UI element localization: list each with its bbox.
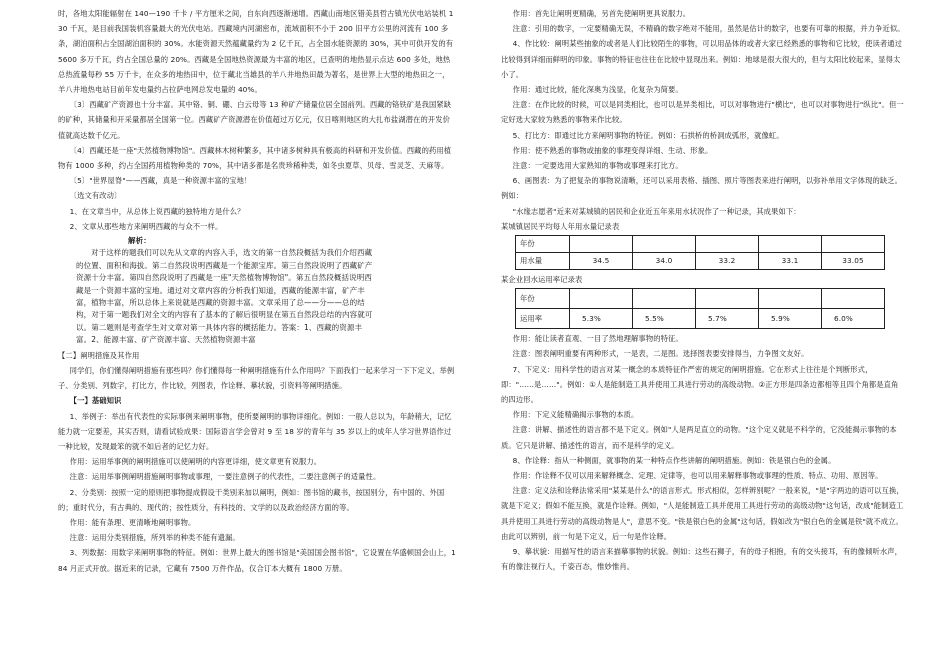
- table2-header-value: 运用率: [516, 309, 570, 329]
- table2-row-header: [516, 289, 885, 309]
- table2-cell: 6.0%: [822, 309, 885, 329]
- right-paragraphs-2: [501, 331, 905, 574]
- paragraph: 注意：在作比较的时候，可以是同类相比，也可以是异类相比，可以对事物进行"横比"，也可以对事物进行"纵比"。但一定好选大家较为熟悉的事物来作比较。: [501, 100, 904, 125]
- table1-cell: 34.0: [633, 253, 696, 270]
- left-paragraphs: [58, 6, 456, 234]
- table2-caption: 某企业回水运用率记录表: [501, 275, 583, 285]
- left-column: [58, 6, 456, 576]
- paragraph: 注意：运用分类别措施，所列举的种类不能有遗漏。: [69, 533, 240, 543]
- paragraph: 时，各地太阳能辐射在 140—190 千卡 / 平方厘米之间，自东向西逐渐递增。西藏山南地区错美县哲古镇光伏电站装机 130 千瓦，是目前我国装机容量最大的光伏电站。西藏境内河湖密布，流域面积不小于 200 旧平方公里的河流有 100 多条，湖泊面积占全国湖泊面积的 30%。水能资源天然蕴藏量约为 2 亿千瓦，占全国水能资源的 30%，其中可供开发的有 5600 多万千瓦，约占全国总量的 20%。西藏是全国地热资源最为丰富的地区，已查明的地热显示点达 600 多处，地热总热流量每秒 55 万千卡，在众多的地热田中，位于藏北当雄县的羊八井地热田最为著名，是世界上大型的地热田之一，羊八井地热电站目前年发电量约占拉萨电网总发电量的 40%。: [58, 9, 454, 95]
- paragraph: 注意：讲解、描述性的语言都不是下定义。例如"人是两足直立的动物。"这个定义就是不科学的，它没能揭示事物的本质。它只是讲解、描述性的语言，而不是科学的定义。: [501, 425, 897, 450]
- table2-cell: 5.7%: [696, 309, 759, 329]
- paragraph: 【一】基础知识: [69, 396, 122, 406]
- paragraph: 同学们，你们懂得阐明措施有那些吗？你们懂得每一种阐明措施有什么作用吗？下面我们一起来学习一下下定义、举例子、分类别、列数字，打比方，作比较，列图表，作诠释、摹状貌，引资料等阐明措施。: [58, 365, 455, 391]
- paragraph: 〔5〕"世界屋脊"——西藏，真是一种资源丰富的宝地！: [69, 176, 252, 186]
- paragraph: 1、在文章当中，从总体上说西藏的独特地方是什么？: [69, 206, 245, 216]
- analysis-box: [76, 235, 376, 347]
- table1-row-values: [516, 253, 885, 270]
- paragraph: 4、作比较：阐明某些抽象的或者是人们比较陌生的事物，可以用品体的或者大家已经熟悉的事物和它比较，使读者通过比较得到详细而鲜明的印象。事物的特征也往往在比较中显现出来。例如：地球是很大很大的，但与太阳比较起来，显得太小了。: [501, 39, 903, 79]
- table2-cell: 5.5%: [633, 309, 696, 329]
- paragraph: 6、画图表：为了把复杂的事物说清晰，还可以采用表格、插图、照片等图表来进行阐明，以弥补单用文字体现的缺乏。例如：: [501, 176, 903, 201]
- table2: [515, 288, 885, 329]
- paragraph: 【二】阐明措施及其作用: [58, 350, 140, 360]
- analysis-title: 解析：: [128, 236, 151, 246]
- right-column: [501, 6, 905, 575]
- paragraph: 作用：作诠释不仅可以用来解释概念、定理、定律等，也可以用来解释事物或事理的性质、特点、功用、原因等。: [512, 471, 883, 481]
- paragraph: 注意：定义法和诠释法常采用"某某是什么"的语言形式。形式相似，怎样辨别呢？一般来说，"是"字两边的语可以互换，就是下定义；假如不能互换，就是作诠释。例如，"人是能制造工具并使用工具进行劳动的高级动物"这句话，改成"能制造工具并使用工具进行劳动的高级动物是人"，意思不变。"铁是银白色的金属"这句话，假如改为"银白色的金属是铁"就不成立。由此可以辨别，前一句是下定义，后一句是作诠释。: [501, 486, 904, 541]
- paragraph: 注意：图表阐明重要有两种形式，一是表，二是图。选择图表要安排得当，力争图文友好。: [512, 349, 809, 359]
- right-paragraphs: [501, 6, 905, 219]
- paragraph: 8、作诠释：指从一种侧面，就事物的某一种特点作些讲解的阐明措施。例如：铁是银白色的金属。: [512, 455, 836, 465]
- paragraph: 9、摹状貌：用描写性的语言来描摹事物的状貌。例如：这些石狮子，有的母子相抱，有的交头接耳，有的像倾听水声，有的像注视行人，千姿百态，惟妙惟肖。: [501, 547, 903, 572]
- paragraph: 作用：能让读者直观、一目了然地理解事物的特征。: [512, 334, 683, 344]
- paragraph: 2、分类别：按照一定的原则把事物提成假设干类别来加以阐明，例如：图书馆的藏书，按国别分，有中国的、外国的；重时代分，有古典的、现代的；按性质分，有科技的、文学的以及政治经济方面的等。: [58, 487, 445, 512]
- paragraph: 〔4〕西藏还是一座"天然植物博物馆"。西藏林木树种繁多，其中诸多树种具有极高的科研和开发价值。西藏的药用植物有 1000 多种，约占全国药用植物种类的 70%，其中诸多都是名贵珍稀种类，如冬虫夏草、贝母、雪灵芝、天麻等。: [58, 145, 452, 171]
- paragraph: 作用：运用举事例的阐明措施可以使阐明的内容更详细，使文章更有说服力。: [69, 457, 322, 467]
- table1-cell: 33.05: [822, 253, 885, 270]
- paragraph: 7、下定义：用科学性的语言对某一概念的本质特征作严密的规定的阐明措施。它在形式上往往是个判断形式，即："……是……"。例如：①人是能制造工具并使用工具进行劳动的高级动物。②正方形是四条边都相等且四个角都是直角的四边形。: [501, 364, 899, 405]
- analysis-body: 对于这样的题我们可以先从文章的内容入手，选文的第一自然段概括为我们介绍西藏的位置、面积和海拔。第二自然段说明西藏是一个能源宝库。第三自然段说明了西藏矿产资源十分丰富。第四自然段说明了西藏是一座"天然植物博物馆"。第五自然段概括说明西藏是一个资源丰富的宝地。通过对文章内容的分析我们知道，西藏的能源丰富，矿产丰富，植物丰富，所以总体上来说就是西藏的资源丰富。文章采用了总——分——总的结构，对于第一题我们对全文的内容有了基本的了解后很明显在第五自然段总结的内容就可以。第二题则是考查学生对文章对第一具体内容的概括能力。答案：1、西藏的资源丰富。2、能源丰富、矿产资源丰富、天然植物资源丰富: [76, 248, 373, 345]
- paragraph: 〔3〕西藏矿产资源也十分丰富。其中铬、铜、硼、白云母等 13 种矿产储量位居全国前列。西藏的铬铁矿是我国紧缺的矿种，其储量和开采量都居全国第一位。西藏矿产资源潜在价值超过万亿元，仅日喀则地区的大扎布盐湖潜在的开发价值就高达数千亿元。: [58, 100, 452, 140]
- table1-row-header: [516, 236, 885, 253]
- left-paragraphs-2: [58, 348, 456, 576]
- table1-caption: 某城镇居民平均每人年用水量记录表: [501, 221, 620, 231]
- table1-header-year: 年份: [516, 236, 570, 253]
- paragraph: 注意：一定要选用大家熟知的事物或事理来打比方。: [512, 161, 683, 171]
- paragraph: 作用：下定义能精确揭示事物的本质。: [512, 410, 639, 420]
- paragraph: 〔选文有改动〕: [69, 191, 122, 201]
- paragraph: 5、打比方：即通过比方来阐明事物的特征。例如：石拱桥的桥洞成弧形，就像虹。: [512, 130, 784, 140]
- paragraph: 作用：通过比较，能化深奥为浅显，化复杂为简要。: [512, 85, 683, 95]
- paragraph: 注意：运用举事例阐明措施阐明事物或事理，一要注意例子的代表性，二要注意例子的适量性。: [69, 472, 381, 482]
- paragraph: 作用：使不熟悉的事物或抽象的事理变得详细、生动、形象。: [512, 145, 713, 155]
- paragraph: 注意：引用的数字，一定要精确无误，不精确的数字绝对不能用，虽然是估计的数字，也要有可靠的根据，并力争近似。: [512, 24, 905, 34]
- table2-row-values: [516, 309, 885, 329]
- paragraph: 3、列数据：用数字来阐明事物的特征。例如：世界上最大的图书馆是"美国国会图书馆"，它设置在华盛顿国会山上，184 月正式开放。据近来的记录，它藏有 7500 万件作品，仅合订本大概有 1800 万册。: [58, 548, 456, 573]
- paragraph: 1、举例子：举出有代表性的实际事例来阐明事物，使所要阐明的事物详细化。例如：一般人总以为，年龄稍大，记忆能力就一定要差，其实否则，请看试验成果：国际语言学会曾对 9 至 18 岁的青年与 35 岁以上的成年人学习世界语作过一种比较，发现最笨的就不如后者的记忆力好。: [58, 411, 452, 451]
- table1-cell: 34.5: [570, 253, 633, 270]
- table1-header-value: 用水量: [516, 253, 570, 270]
- paragraph: 2、文章从那些地方来阐明西藏的与众不一样。: [69, 221, 223, 231]
- table1-cell: 33.1: [759, 253, 822, 270]
- table1-cell: 33.2: [696, 253, 759, 270]
- table2-cell: 5.9%: [759, 309, 822, 329]
- table1: [515, 235, 885, 270]
- table2-cell: 5.3%: [570, 309, 633, 329]
- paragraph: 作用：首先让阐明更精确，另首先使阐明更具说服力。: [512, 9, 691, 18]
- paragraph: "水缘志愿者"近来对某城镇的居民和企业近五年来用水状况作了一种记录，其成果如下：: [512, 206, 801, 216]
- paragraph: 作用：能有条理、更清晰地阐明事物。: [69, 517, 196, 527]
- table2-header-year: 年份: [516, 289, 570, 309]
